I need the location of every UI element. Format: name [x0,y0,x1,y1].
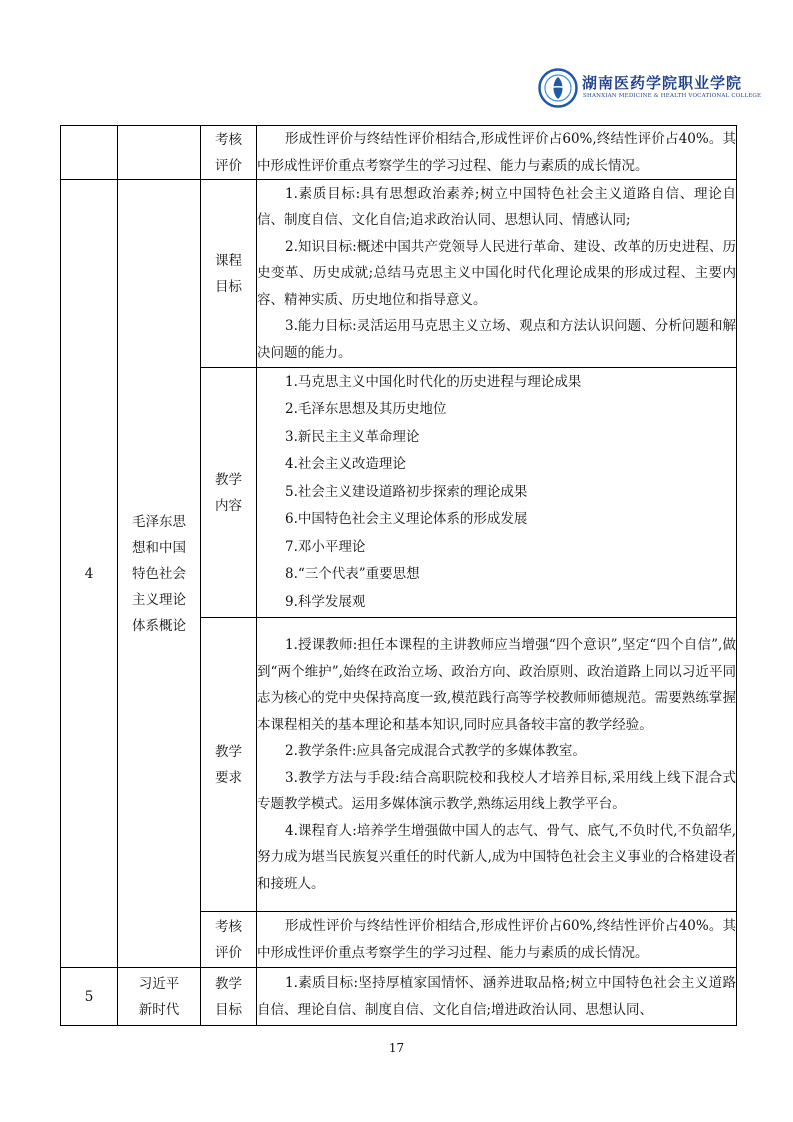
course-number-cell: 4 [61,180,118,968]
content-item: 7.邓小平理论 [285,538,366,555]
category-cell [201,968,257,1026]
content-item: 6.中国特色社会主义理论体系的形成发展 [285,511,528,528]
table-row [61,968,737,1026]
college-logo [538,68,762,110]
page-number: 17 [388,1041,405,1055]
course-name-cell [118,968,201,1026]
college-name-en: SHANXIAN MEDICINE & HEALTH VOCATIONAL COLLEGE [583,93,762,99]
category-label: 教学 [215,471,242,488]
assessment-text: 形成性评价与终结性评价相结合,形成性评价占60%,终结性评价占40%。其中形成性评价重点考察学生的学习过程、能力与素质的成长情况。 [257,918,736,961]
goal-paragraph: 3.能力目标:灵活运用马克思主义立场、观点和方法认识问题、分析问题和解决问题的能力。 [257,318,736,361]
table-row [61,126,737,180]
college-name-cn: 湖南医药学院职业学院 [582,74,743,92]
content-item: 3.新民主主义革命理论 [285,428,420,445]
category-label: 教学 [215,975,242,992]
category-label: 考核 [215,918,242,935]
category-label: 评价 [215,157,242,174]
curriculum-table [60,125,737,1026]
content-cell [257,180,737,368]
course-number-cell [61,126,118,180]
content-item: 8.“三个代表”重要思想 [285,566,420,583]
category-cell [201,618,257,912]
content-item: 2.毛泽东思想及其历史地位 [285,401,447,418]
category-label: 教学 [215,743,242,760]
course-name-line: 新时代 [138,1001,180,1018]
course-number-cell: 5 [61,968,118,1026]
category-label: 目标 [215,278,242,295]
content-cell [257,912,737,968]
goal-paragraph: 2.知识目标:概述中国共产党领导人民进行革命、建设、改革的历史进程、历史变革、历史成就;总结马克思主义中国化时代化理论成果的形成过程、主要内容、精神实质、历史地位和指导意义。 [257,238,736,308]
category-label: 要求 [215,769,242,786]
content-cell [257,618,737,912]
requirement-paragraph: 3.教学方法与手段:结合高职院校和我校人才培养目标,采用线上线下混合式专题教学模式。运用多媒体演示教学,熟练运用线上教学平台。 [257,769,736,812]
content-cell [257,368,737,618]
course-name-line: 毛泽东思 [132,513,186,530]
requirement-paragraph: 1.授课教师:担任本课程的主讲教师应当增强“四个意识”,坚定“四个自信”,做到“两个维护”,始终在政治立场、政治方向、政治原则、政治道路上同以习近平同志为核心的党中央保持高度一致,模范践行高等学校教师师德规范。需要熟练掌握本课程相关的基本理论和基本知识,同时应具备较丰富的教学经验。 [257,637,736,733]
category-label: 内容 [215,497,242,514]
category-cell [201,368,257,618]
goal-paragraph: 1.素质目标:具有思想政治素养;树立中国特色社会主义道路自信、理论自信、制度自信、文化自信;追求政治认同、思想认同、情感认同; [257,185,736,229]
goal-paragraph: 1.素质目标:坚持厚植家国情怀、涵养进取品格;树立中国特色社会主义道路自信、理论自信、制度自信、文化自信;增进政治认同、思想认同、 [257,975,736,1018]
category-cell [201,126,257,180]
course-name-line: 想和中国 [132,539,186,556]
table-row [61,180,737,368]
content-item: 4.社会主义改造理论 [285,456,406,473]
category-cell [201,180,257,368]
course-name-line: 体系概论 [132,617,186,634]
course-name-cell [118,126,201,180]
content-cell [257,126,737,180]
content-item: 9.科学发展观 [285,593,366,610]
college-emblem-icon [538,68,578,108]
course-name-line: 习近平 [138,975,180,992]
requirement-paragraph: 2.教学条件:应具备完成混合式教学的多媒体教室。 [285,743,586,759]
course-name-cell [118,180,201,968]
content-item: 1.马克思主义中国化时代化的历史进程与理论成果 [285,373,582,390]
category-label: 考核 [215,131,242,148]
course-name-line: 主义理论 [132,591,186,608]
category-label: 课程 [215,252,242,269]
course-name-line: 特色社会 [132,565,186,582]
category-cell [201,912,257,968]
category-label: 评价 [215,944,242,961]
requirement-paragraph: 4.课程育人:培养学生增强做中国人的志气、骨气、底气,不负时代,不负韶华,努力成为堪当民族复兴重任的时代新人,成为中国特色社会主义事业的合格建设者和接班人。 [257,822,736,892]
category-label: 目标 [215,1001,242,1018]
content-cell [257,968,737,1026]
content-item: 5.社会主义建设道路初步探索的理论成果 [285,483,528,500]
assessment-text: 形成性评价与终结性评价相结合,形成性评价占60%,终结性评价占40%。其中形成性评价重点考察学生的学习过程、能力与素质的成长情况。 [257,131,736,174]
